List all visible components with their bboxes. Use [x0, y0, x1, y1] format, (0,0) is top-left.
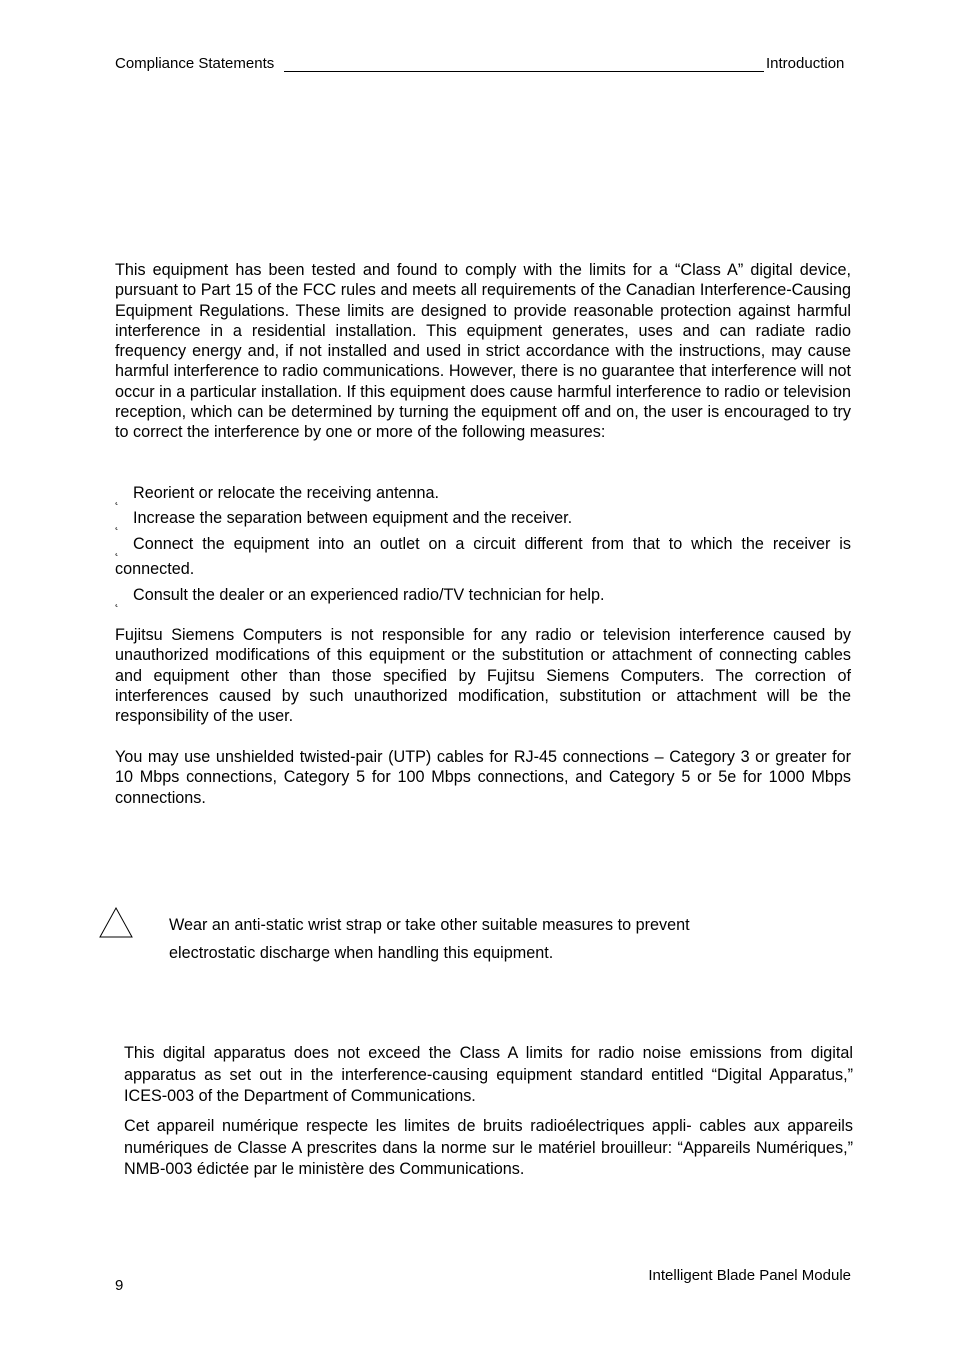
fcc-paragraph: This equipment has been tested and found to comply with the limits for a “Class A” digital device, pursuant to Part 15 of the FCC rules and meets all requirements of the Canadian Interference-Causing Equipment Regulations. These limits are designed to provide reasonable protection against harmful interference in a residential installation. This equipment generates, uses and can radiate radio frequency energy and, if not installed and used in strict accordance with the instructions, may cause harmful interference to radio communications. However, there is no guarantee that interference will not occur in a particular installation. If this equipment does cause harmful interference to radio or television reception, which can be determined by turning the equipment off and on, the user is encouraged to try to correct the interference by one or more of the following measures:: [115, 261, 851, 442]
bullet-mark: ˛: [115, 593, 119, 607]
canada-statement-en: This digital apparatus does not exceed the Class A limits for radio noise emissions from digital apparatus as set out in the interference-causing equipment standard entitled “Digital Apparatus,” ICES-003 of the Department of Communications.: [124, 1044, 853, 1105]
page-number: 9: [115, 1277, 124, 1294]
bullet-mark: ˛: [115, 516, 119, 531]
measures-list-extra: [115, 585, 851, 610]
warning-triangle-icon: [98, 906, 134, 939]
header-rule: [284, 71, 764, 72]
footer-title: Intelligent Blade Panel Module: [648, 1267, 851, 1284]
responsibility-paragraph: Fujitsu Siemens Computers is not responsible for any radio or television interference caused by unauthorized modifications of this equipment or the substitution or attachment of connecting cables and equipment other than those specified by Fujitsu Siemens Computers. The correction of interferences caused by such unauthorized modification, substitution or attachment will be the responsibility of the user.: [115, 626, 851, 726]
list-item: ˛ Consult the dealer or an experienced radio/TV technician for help.: [115, 585, 851, 610]
bullet-mark: ˛: [115, 541, 119, 556]
header-section-title: Compliance Statements: [115, 55, 275, 72]
warning-line-1: Wear an anti-static wrist strap or take other suitable measures to prevent: [169, 916, 690, 934]
cable-paragraph: You may use unshielded twisted-pair (UTP) cables for RJ-45 connections – Category 3 or greater for 10 Mbps connections, Category 5 for 100 Mbps connections, and Category 5 or 5e for 1000 Mbps connections.: [115, 748, 851, 807]
canada-statement-fr: Cet appareil numérique respecte les limites de bruits radioélectriques appli- cables aux appareils numériques de Classe A prescrites dans la norme sur le matériel brouilleur: “Appareils Numériques,” NMB-003 édictée par le ministère des Communications.: [124, 1117, 853, 1178]
warning-line-2: electrostatic discharge when handling this equipment.: [169, 944, 554, 962]
bullet-mark: ˛: [115, 491, 119, 505]
list-item: ˛ Connect the equipment into an outlet on a circuit different from that to which the receiver is connected.: [115, 534, 851, 578]
header-chapter-title: Introduction: [766, 55, 845, 72]
list-item: ˛ Increase the separation between equipment and the receiver.: [115, 508, 851, 533]
measures-list: [115, 483, 851, 579]
list-item: ˛ Reorient or relocate the receiving antenna.: [115, 483, 851, 508]
